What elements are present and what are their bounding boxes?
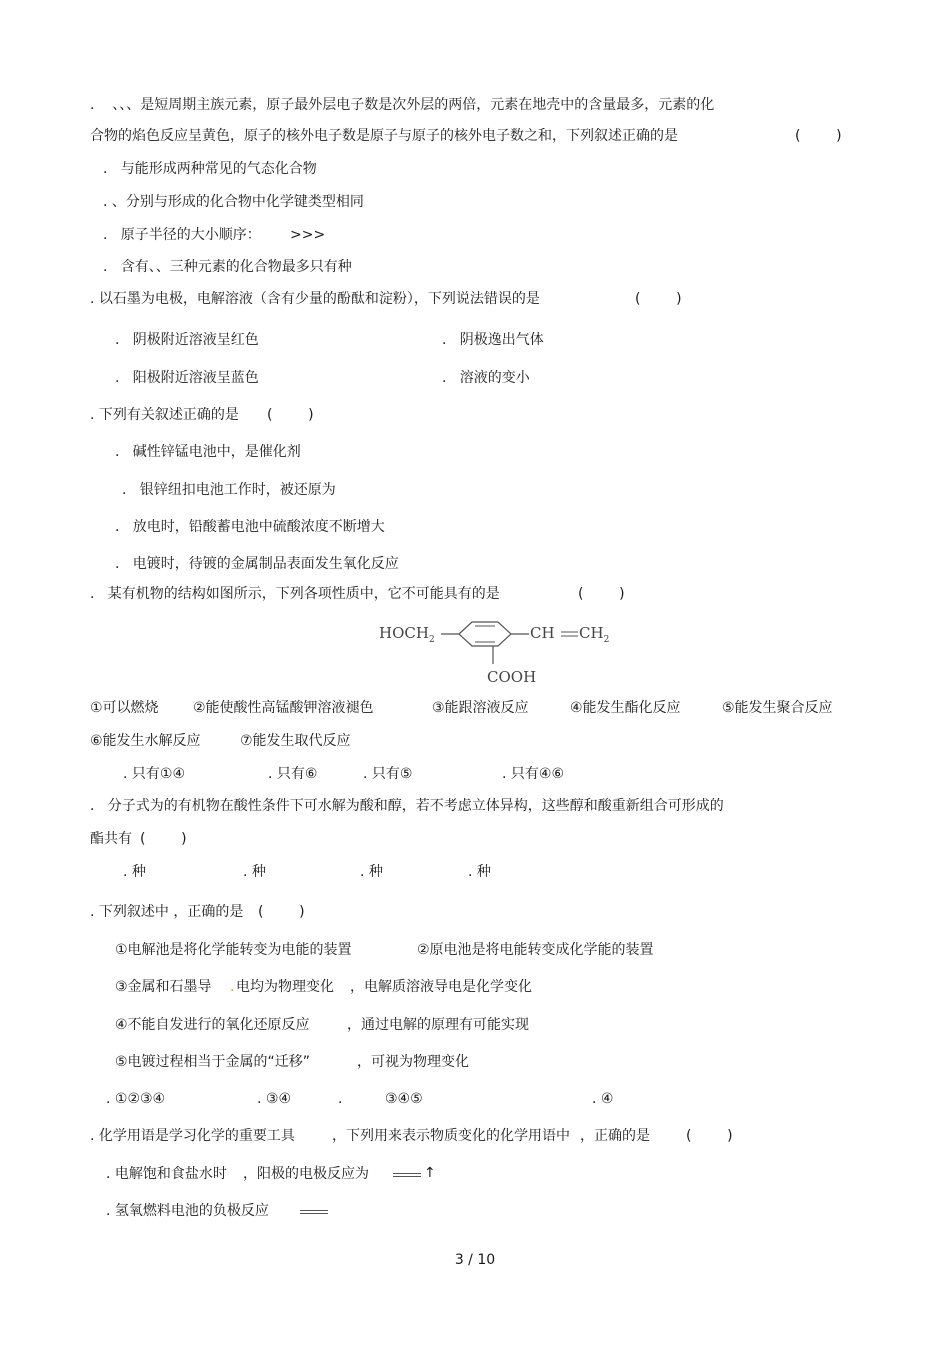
q13-statement-4a: ④不能自发进行的氧化还原反应 [115, 1017, 310, 1033]
q14-option-a: . 电解饱和食盐水时 [106, 1166, 227, 1182]
q11-prop-6: ⑥能发生水解反应 [90, 733, 201, 749]
q12-option-c: . 种 [360, 864, 383, 880]
q8-stem-line2: 合物的焰色反应呈黄色，原子的核外电子数是原子与原子的核外电子数之和，下列叙述正确的是 [90, 128, 678, 144]
structure-ch2-sub: 2 [603, 635, 610, 645]
structure-vinyl-ch: CH [530, 624, 555, 642]
structure-hoch-sub: 2 [428, 635, 435, 645]
q11-prop-5: ⑤能发生聚合反应 [722, 700, 833, 716]
q11-option-c: . 只有⑤ [363, 766, 413, 782]
q11-option-a: . 只有①④ [123, 766, 186, 782]
q12-stem-line1: . 分子式为的有机物在酸性条件下可水解为酸和醇，若不考虑立体异构，这些醇和酸重新组合可形成的 [90, 798, 724, 814]
q9-option-d: . 溶液的变小 [442, 370, 530, 386]
q13-statement-4b: ，通过电解的原理有可能实现 [347, 1017, 529, 1033]
q14-stem-b: ，下列用来表示物质变化的化学用语中 [332, 1128, 570, 1144]
q10-answer-paren: ( ) [267, 407, 314, 423]
q13-statement-3b: 电均为物理变化 [236, 979, 334, 995]
q12-option-b: . 种 [243, 864, 266, 880]
structure-figure [375, 612, 615, 692]
q13-statement-5a: ⑤电镀过程相当于金属的“迁移” [115, 1054, 311, 1070]
q13-answer-paren: ( ) [258, 904, 305, 920]
q11-option-b: . 只有⑥ [268, 766, 318, 782]
q14-option-b: . 氢氧燃料电池的负极反应 [106, 1203, 269, 1219]
q8-option-c-order: >>> [290, 227, 326, 243]
q13-option-c: ③④⑤ [385, 1091, 423, 1107]
equation-equals-icon-2 [300, 1210, 328, 1214]
q9-option-c: . 阳极附近溶液呈蓝色 [115, 370, 259, 386]
q13-option-a: . ①②③④ [106, 1091, 166, 1107]
q8-option-c: . 原子半径的大小顺序： [103, 227, 261, 243]
q8-stem-line1: . 、、、是短周期主族元素，原子最外层电子数是次外层的两倍，元素在地壳中的含量最多，元素的化 [90, 97, 715, 113]
page-number: 3 / 10 [454, 1252, 496, 1268]
q10-option-a: . 碱性锌锰电池中，是催化剂 [115, 444, 301, 460]
q13-statement-2: ②原电池是将电能转变成化学能的装置 [417, 942, 654, 958]
q11-prop-7: ⑦能发生取代反应 [240, 733, 351, 749]
q10-stem: . 下列有关叙述正确的是 [90, 407, 239, 423]
q10-option-c: . 放电时，铅酸蓄电池中硫酸浓度不断增大 [115, 519, 385, 535]
q14-stem-c: ，正确的是 [580, 1128, 650, 1144]
structure-hoch-text: HOCH [379, 624, 429, 642]
q12-option-d: . 种 [468, 864, 491, 880]
q8-option-a: . 与能形成两种常见的气态化合物 [103, 161, 317, 177]
q10-option-b: . 银锌纽扣电池工作时，被还原为 [122, 482, 336, 498]
q10-option-d: . 电镀时，待镀的金属制品表面发生氧化反应 [115, 556, 399, 572]
gas-up-arrow-icon: ↑ [424, 1165, 436, 1181]
q13-option-d: . ④ [592, 1091, 614, 1107]
q13-statement-1: ①电解池是将化学能转变为电能的装置 [115, 942, 352, 958]
q8-answer-paren: ( ) [795, 128, 842, 144]
q12-option-a: . 种 [123, 864, 146, 880]
q8-option-b: . 、分别与形成的化合物中化学键类型相同 [103, 194, 364, 210]
q13-stem: . 下列叙述中 ，正确的是 [90, 904, 244, 920]
q11-prop-3: ③能跟溶液反应 [432, 700, 529, 716]
q14-answer-paren: ( ) [686, 1128, 733, 1144]
q12-answer-paren: ( ) [140, 831, 187, 847]
q13-statement-3-dot: . [230, 979, 235, 995]
q11-answer-paren: ( ) [578, 586, 625, 602]
q9-option-a: . 阴极附近溶液呈红色 [115, 332, 259, 348]
structure-vinyl-ch2 [579, 624, 609, 645]
q11-prop-1: ①可以燃烧 [90, 700, 159, 716]
q13-option-b: . ③④ [257, 1091, 292, 1107]
equation-equals-icon [393, 1173, 421, 1177]
q14-option-a-b: ，阳极的电极反应为 [243, 1166, 369, 1182]
q13-statement-3a: ③金属和石墨导 [115, 979, 212, 995]
q11-prop-4: ④能发生酯化反应 [570, 700, 681, 716]
q11-prop-2: ②能使酸性高锰酸钾溶液褪色 [193, 700, 374, 716]
structure-ch2-text: CH [579, 624, 604, 642]
q13-option-c-dot: . [338, 1091, 343, 1107]
structure-cooh: COOH [487, 668, 537, 686]
q8-option-d: . 含有、、三种元素的化合物最多只有种 [103, 259, 352, 275]
q11-stem: . 某有机物的结构如图所示，下列各项性质中，它不可能具有的是 [90, 586, 500, 602]
q14-stem-a: . 化学用语是学习化学的重要工具 [90, 1128, 295, 1144]
q11-option-d: . 只有④⑥ [502, 766, 565, 782]
q9-option-b: . 阴极逸出气体 [442, 332, 544, 348]
q9-answer-paren: ( ) [635, 291, 682, 307]
q13-statement-3c: ，电解质溶液导电是化学变化 [350, 979, 532, 995]
q13-statement-5b: ，可视为物理变化 [357, 1054, 469, 1070]
q12-stem-line2: 酯共有 [90, 831, 132, 847]
q9-stem: . 以石墨为电极，电解溶液（含有少量的酚酞和淀粉），下列说法错误的是 [90, 291, 540, 307]
